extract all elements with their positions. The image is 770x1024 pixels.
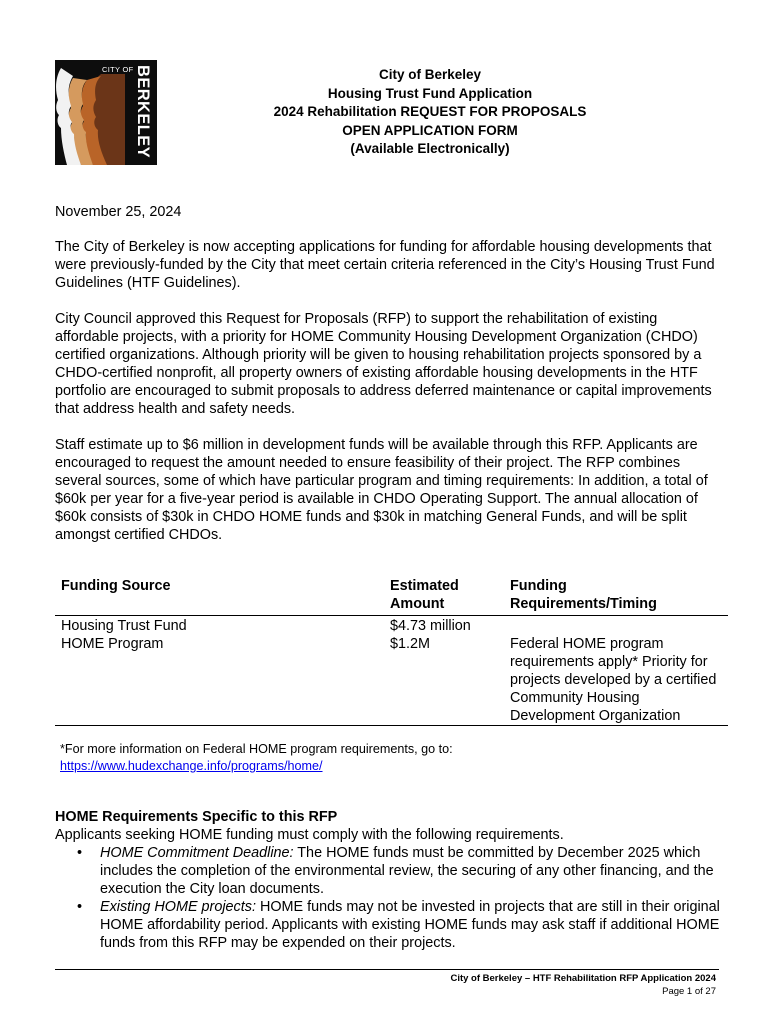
item-label: Existing HOME projects: [100,899,256,915]
footer-title: City of Berkeley – HTF Rehabilitation RFP Application 2024 [450,973,716,984]
list-item [55,844,725,898]
funding-table [55,577,728,726]
cell-amount: $1.2M [390,636,430,652]
cell-source: Housing Trust Fund [61,618,187,634]
bullet-icon: • [77,845,83,861]
footer-divider [55,969,719,970]
header-requirements-line-2: Requirements/Timing [510,596,657,612]
item-text: HOME funds may not be invested in projects that are still in their original HOME affordability period. Applicants with existing HOME funds may ask staff if additional HOME funds from this RFP may be expended on their projects. [100,899,720,951]
header-requirements-line-1: Funding [510,578,567,594]
hud-exchange-link[interactable]: https://www.hudexchange.info/programs/home/ [60,759,323,773]
city-of-berkeley-logo [55,60,157,165]
header-funding-source: Funding Source [61,578,171,594]
document-date: November 25, 2024 [55,204,182,220]
header-estimated-amount [390,577,510,613]
logo-city-of-text: CITY OF [102,65,134,74]
section-intro: Applicants seeking HOME funding must comply with the following requirements. [55,827,564,843]
item-text: The HOME funds must be committed by December 2025 which includes the completion of the environmental review, the securing of any other financing, and the execution the City loan documents. [100,845,714,897]
intro-paragraph: The City of Berkeley is now accepting applications for funding for affordable housing developments that were previously-funded by the City that meet certain criteria referenced in the City’s Housing Trust Fund Guidelines (HTF Guidelines). [55,239,715,292]
council-approval-paragraph: City Council approved this Request for Proposals (RFP) to support the rehabilitation of existing affordable projects, with a priority for HOME Community Housing Development Organization (CHDO) certified organizations. Although priority will be given to housing rehabilitation projects sponsored by a CHDO-certified nonprofit, all property owners of existing affordable housing developments in the HTF portfolio are encouraged to submit proposals to address deferred maintenance or capital improvements that address health and safety needs. [55,311,712,418]
table-row [55,635,728,725]
header-line-5: (Available Electronically) [350,141,510,157]
bullet-icon: • [77,899,83,915]
funding-table-header [55,577,728,616]
footnote-text: *For more information on Federal HOME program requirements, go to: [60,742,453,756]
page-number: Page 1 of 27 [662,985,716,997]
home-requirements-section [55,808,725,952]
logo-faces-graphic [55,60,157,165]
document-header [200,66,660,159]
header-line-3: 2024 Rehabilitation REQUEST FOR PROPOSALS [273,104,587,120]
list-item [55,898,725,952]
requirements-list [55,844,725,952]
header-line-1: City of Berkeley [378,67,482,82]
page-footer [450,973,716,998]
cell-requirements: Federal HOME program requirements apply* Priority for projects developed by a certified Community Housing Development Organization [510,636,717,724]
item-label: HOME Commitment Deadline: [100,845,294,861]
header-line-2: Housing Trust Fund Application [327,85,533,101]
header-line-4: OPEN APPLICATION FORM [342,122,518,138]
section-title: HOME Requirements Specific to this RFP [55,809,338,825]
cell-requirements [510,617,728,635]
logo-berkeley-text: BERKELEY [134,65,152,159]
funding-estimate-paragraph: Staff estimate up to $6 million in development funds will be available through this RFP. Applicants are encouraged to request the amount needed to ensure feasibility of their project. The RFP combines several sources, some of which have particular program and timing requirements: In addition, a total of $60k per year for a five-year period is available in CHDO Operating Support. The annual allocation of $60k consists of $30k in CHDO HOME funds and $30k in matching General Funds, and will be split amongst certified CHDOs. [55,437,708,544]
funding-footnote [60,741,660,775]
header-funding-requirements [510,577,728,613]
table-row [55,617,728,635]
header-estimated-amount-line-2: Amount [390,596,445,612]
cell-source: HOME Program [61,636,164,652]
cell-amount: $4.73 million [390,618,471,634]
funding-table-body [55,617,728,726]
header-estimated-amount-line-1: Estimated [390,578,459,594]
